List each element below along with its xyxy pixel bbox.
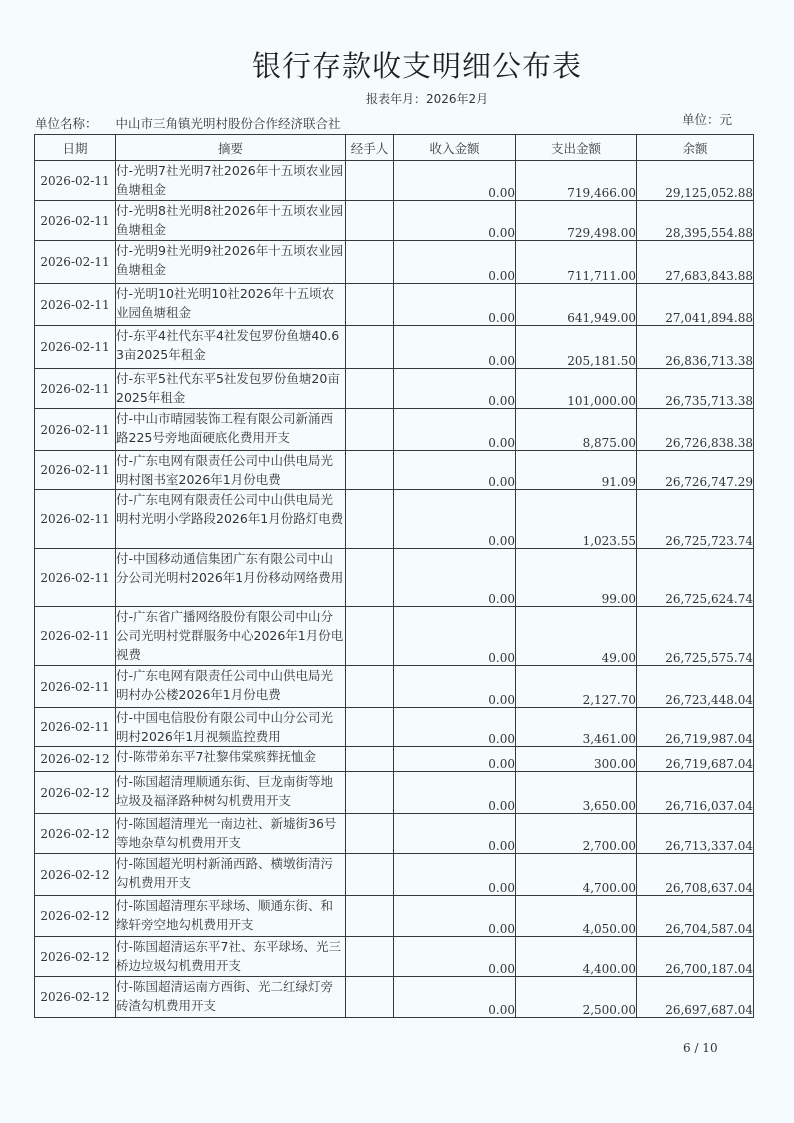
row-date: 2026-02-11 [35,201,116,241]
table-row [35,977,754,1018]
row-expense: 641,949.00 [516,284,637,326]
row-summary: 付-陈国超清运南方西街、光二红绿灯旁砖渣勾机费用开支 [116,977,346,1018]
table-row [35,451,754,490]
row-expense: 1,023.55 [516,490,637,549]
row-expense: 719,466.00 [516,161,637,201]
row-expense: 4,400.00 [516,937,637,977]
row-expense: 4,050.00 [516,896,637,937]
row-summary: 付-中山市晴园装饰工程有限公司新涌西路225号旁地面硬底化费用开支 [116,409,346,451]
table-row [35,284,754,326]
table-row [35,161,754,201]
row-expense: 300.00 [516,747,637,772]
table-row [35,490,754,549]
table-row [35,326,754,369]
row-balance: 26,735,713.38 [637,369,754,409]
row-income: 0.00 [394,549,516,607]
row-income: 0.00 [394,772,516,814]
row-expense: 101,000.00 [516,369,637,409]
row-summary: 付-中国电信股份有限公司中山分公司光明村2026年1月视频监控费用 [116,708,346,747]
row-income: 0.00 [394,896,516,937]
row-handler [346,937,394,977]
table-row [35,201,754,241]
table-row [35,241,754,284]
row-summary: 付-广东电网有限责任公司中山供电局光明村图书室2026年1月份电费 [116,451,346,490]
row-expense: 99.00 [516,549,637,607]
row-date: 2026-02-11 [35,326,116,369]
row-date: 2026-02-11 [35,490,116,549]
row-balance: 26,697,687.04 [637,977,754,1018]
row-summary: 付-东平5社代东平5社发包罗份鱼塘20亩2025年租金 [116,369,346,409]
row-balance: 26,725,723.74 [637,490,754,549]
row-date: 2026-02-12 [35,814,116,854]
row-balance: 26,723,448.04 [637,666,754,708]
row-summary: 付-光明8社光明8社2026年十五顷农业园鱼塘租金 [116,201,346,241]
row-balance: 26,726,747.29 [637,451,754,490]
row-income: 0.00 [394,607,516,666]
row-summary: 付-中国移动通信集团广东有限公司中山分公司光明村2026年1月份移动网络费用 [116,549,346,607]
row-expense: 2,127.70 [516,666,637,708]
row-income: 0.00 [394,977,516,1018]
row-balance: 28,395,554.88 [637,201,754,241]
row-expense: 8,875.00 [516,409,637,451]
row-balance: 27,683,843.88 [637,241,754,284]
column-header-date: 日期 [35,135,116,161]
row-date: 2026-02-12 [35,854,116,896]
row-balance: 26,708,637.04 [637,854,754,896]
column-header-balance: 余额 [637,135,754,161]
row-summary: 付-广东省广播网络股份有限公司中山分公司光明村党群服务中心2026年1月份电视费 [116,607,346,666]
row-handler [346,666,394,708]
row-date: 2026-02-11 [35,241,116,284]
row-handler [346,607,394,666]
row-expense: 49.00 [516,607,637,666]
row-balance: 27,041,894.88 [637,284,754,326]
page-indicator: 6 / 10 [683,1041,718,1055]
table-row [35,666,754,708]
row-date: 2026-02-12 [35,772,116,814]
row-income: 0.00 [394,937,516,977]
row-income: 0.00 [394,369,516,409]
row-balance: 29,125,052.88 [637,161,754,201]
row-handler [346,896,394,937]
report-period: 报表年月：2026年2月 [366,92,489,106]
row-expense: 711,711.00 [516,241,637,284]
row-expense: 4,700.00 [516,854,637,896]
table-row [35,409,754,451]
row-date: 2026-02-11 [35,607,116,666]
row-handler [346,201,394,241]
row-handler [346,490,394,549]
row-expense: 91.09 [516,451,637,490]
row-date: 2026-02-11 [35,284,116,326]
row-date: 2026-02-12 [35,896,116,937]
table-row [35,772,754,814]
row-handler [346,549,394,607]
row-balance: 26,704,587.04 [637,896,754,937]
row-expense: 2,700.00 [516,814,637,854]
table-header-row [35,135,754,161]
unit-name-value: 中山市三角镇光明村股份合作经济联合社 [115,116,341,131]
column-header-handler: 经手人 [346,135,394,161]
row-handler [346,977,394,1018]
row-summary: 付-陈国超清理东平球场、顺通东街、和缘轩旁空地勾机费用开支 [116,896,346,937]
table-row [35,814,754,854]
row-date: 2026-02-11 [35,549,116,607]
row-income: 0.00 [394,708,516,747]
row-income: 0.00 [394,409,516,451]
row-balance: 26,719,987.04 [637,708,754,747]
table-row [35,607,754,666]
row-handler [346,747,394,772]
row-handler [346,772,394,814]
row-handler [346,369,394,409]
row-income: 0.00 [394,814,516,854]
row-summary: 付-陈国超清理顺通东街、巨龙南街等地垃圾及福泽路种树勾机费用开支 [116,772,346,814]
ledger-table [34,134,754,1018]
row-income: 0.00 [394,747,516,772]
table-row [35,896,754,937]
row-income: 0.00 [394,666,516,708]
row-balance: 26,836,713.38 [637,326,754,369]
row-summary: 付-广东电网有限责任公司中山供电局光明村办公楼2026年1月份电费 [116,666,346,708]
row-date: 2026-02-11 [35,409,116,451]
row-balance: 26,726,838.38 [637,409,754,451]
row-balance: 26,719,687.04 [637,747,754,772]
row-income: 0.00 [394,241,516,284]
row-summary: 付-陈带弟东平7社黎伟棠殡葬抚恤金 [116,747,346,772]
row-summary: 付-陈国超光明村新涌西路、横墩街清污勾机费用开支 [116,854,346,896]
row-income: 0.00 [394,161,516,201]
row-income: 0.00 [394,284,516,326]
ledger-body [35,161,754,1018]
row-balance: 26,725,624.74 [637,549,754,607]
row-summary: 付-陈国超清运东平7社、东平球场、光三桥边垃圾勾机费用开支 [116,937,346,977]
row-balance: 26,700,187.04 [637,937,754,977]
row-date: 2026-02-12 [35,747,116,772]
row-balance: 26,725,575.74 [637,607,754,666]
row-date: 2026-02-11 [35,708,116,747]
table-row [35,549,754,607]
page-title: 银行存款收支明细公布表 [251,49,582,83]
row-income: 0.00 [394,326,516,369]
row-summary: 付-陈国超清理光一南边社、新墟街36号等地杂草勾机费用开支 [116,814,346,854]
row-handler [346,284,394,326]
row-expense: 729,498.00 [516,201,637,241]
row-income: 0.00 [394,490,516,549]
column-header-summary: 摘要 [116,135,346,161]
row-expense: 2,500.00 [516,977,637,1018]
currency-unit: 单位：元 [682,112,733,127]
row-handler [346,451,394,490]
row-date: 2026-02-11 [35,666,116,708]
unit-name-label: 单位名称： [35,116,98,131]
row-handler [346,854,394,896]
row-balance: 26,713,337.04 [637,814,754,854]
unit-name-line [35,114,341,132]
row-income: 0.00 [394,854,516,896]
row-income: 0.00 [394,451,516,490]
column-header-expense: 支出金额 [516,135,637,161]
row-date: 2026-02-11 [35,369,116,409]
row-handler [346,161,394,201]
row-handler [346,708,394,747]
row-expense: 205,181.50 [516,326,637,369]
row-summary: 付-光明9社光明9社2026年十五顷农业园鱼塘租金 [116,241,346,284]
row-date: 2026-02-11 [35,451,116,490]
row-summary: 付-光明7社光明7社2026年十五顷农业园鱼塘租金 [116,161,346,201]
row-date: 2026-02-11 [35,161,116,201]
row-date: 2026-02-12 [35,977,116,1018]
table-row [35,747,754,772]
table-row [35,854,754,896]
row-summary: 付-光明10社光明10社2026年十五顷农业园鱼塘租金 [116,284,346,326]
row-income: 0.00 [394,201,516,241]
row-handler [346,409,394,451]
row-handler [346,326,394,369]
row-expense: 3,650.00 [516,772,637,814]
row-expense: 3,461.00 [516,708,637,747]
row-summary: 付-广东电网有限责任公司中山供电局光明村光明小学路段2026年1月份路灯电费 [116,490,346,549]
row-handler [346,241,394,284]
table-row [35,369,754,409]
row-date: 2026-02-12 [35,937,116,977]
table-row [35,937,754,977]
row-handler [346,814,394,854]
row-summary: 付-东平4社代东平4社发包罗份鱼塘40.63亩2025年租金 [116,326,346,369]
column-header-income: 收入金额 [394,135,516,161]
table-row [35,708,754,747]
row-balance: 26,716,037.04 [637,772,754,814]
